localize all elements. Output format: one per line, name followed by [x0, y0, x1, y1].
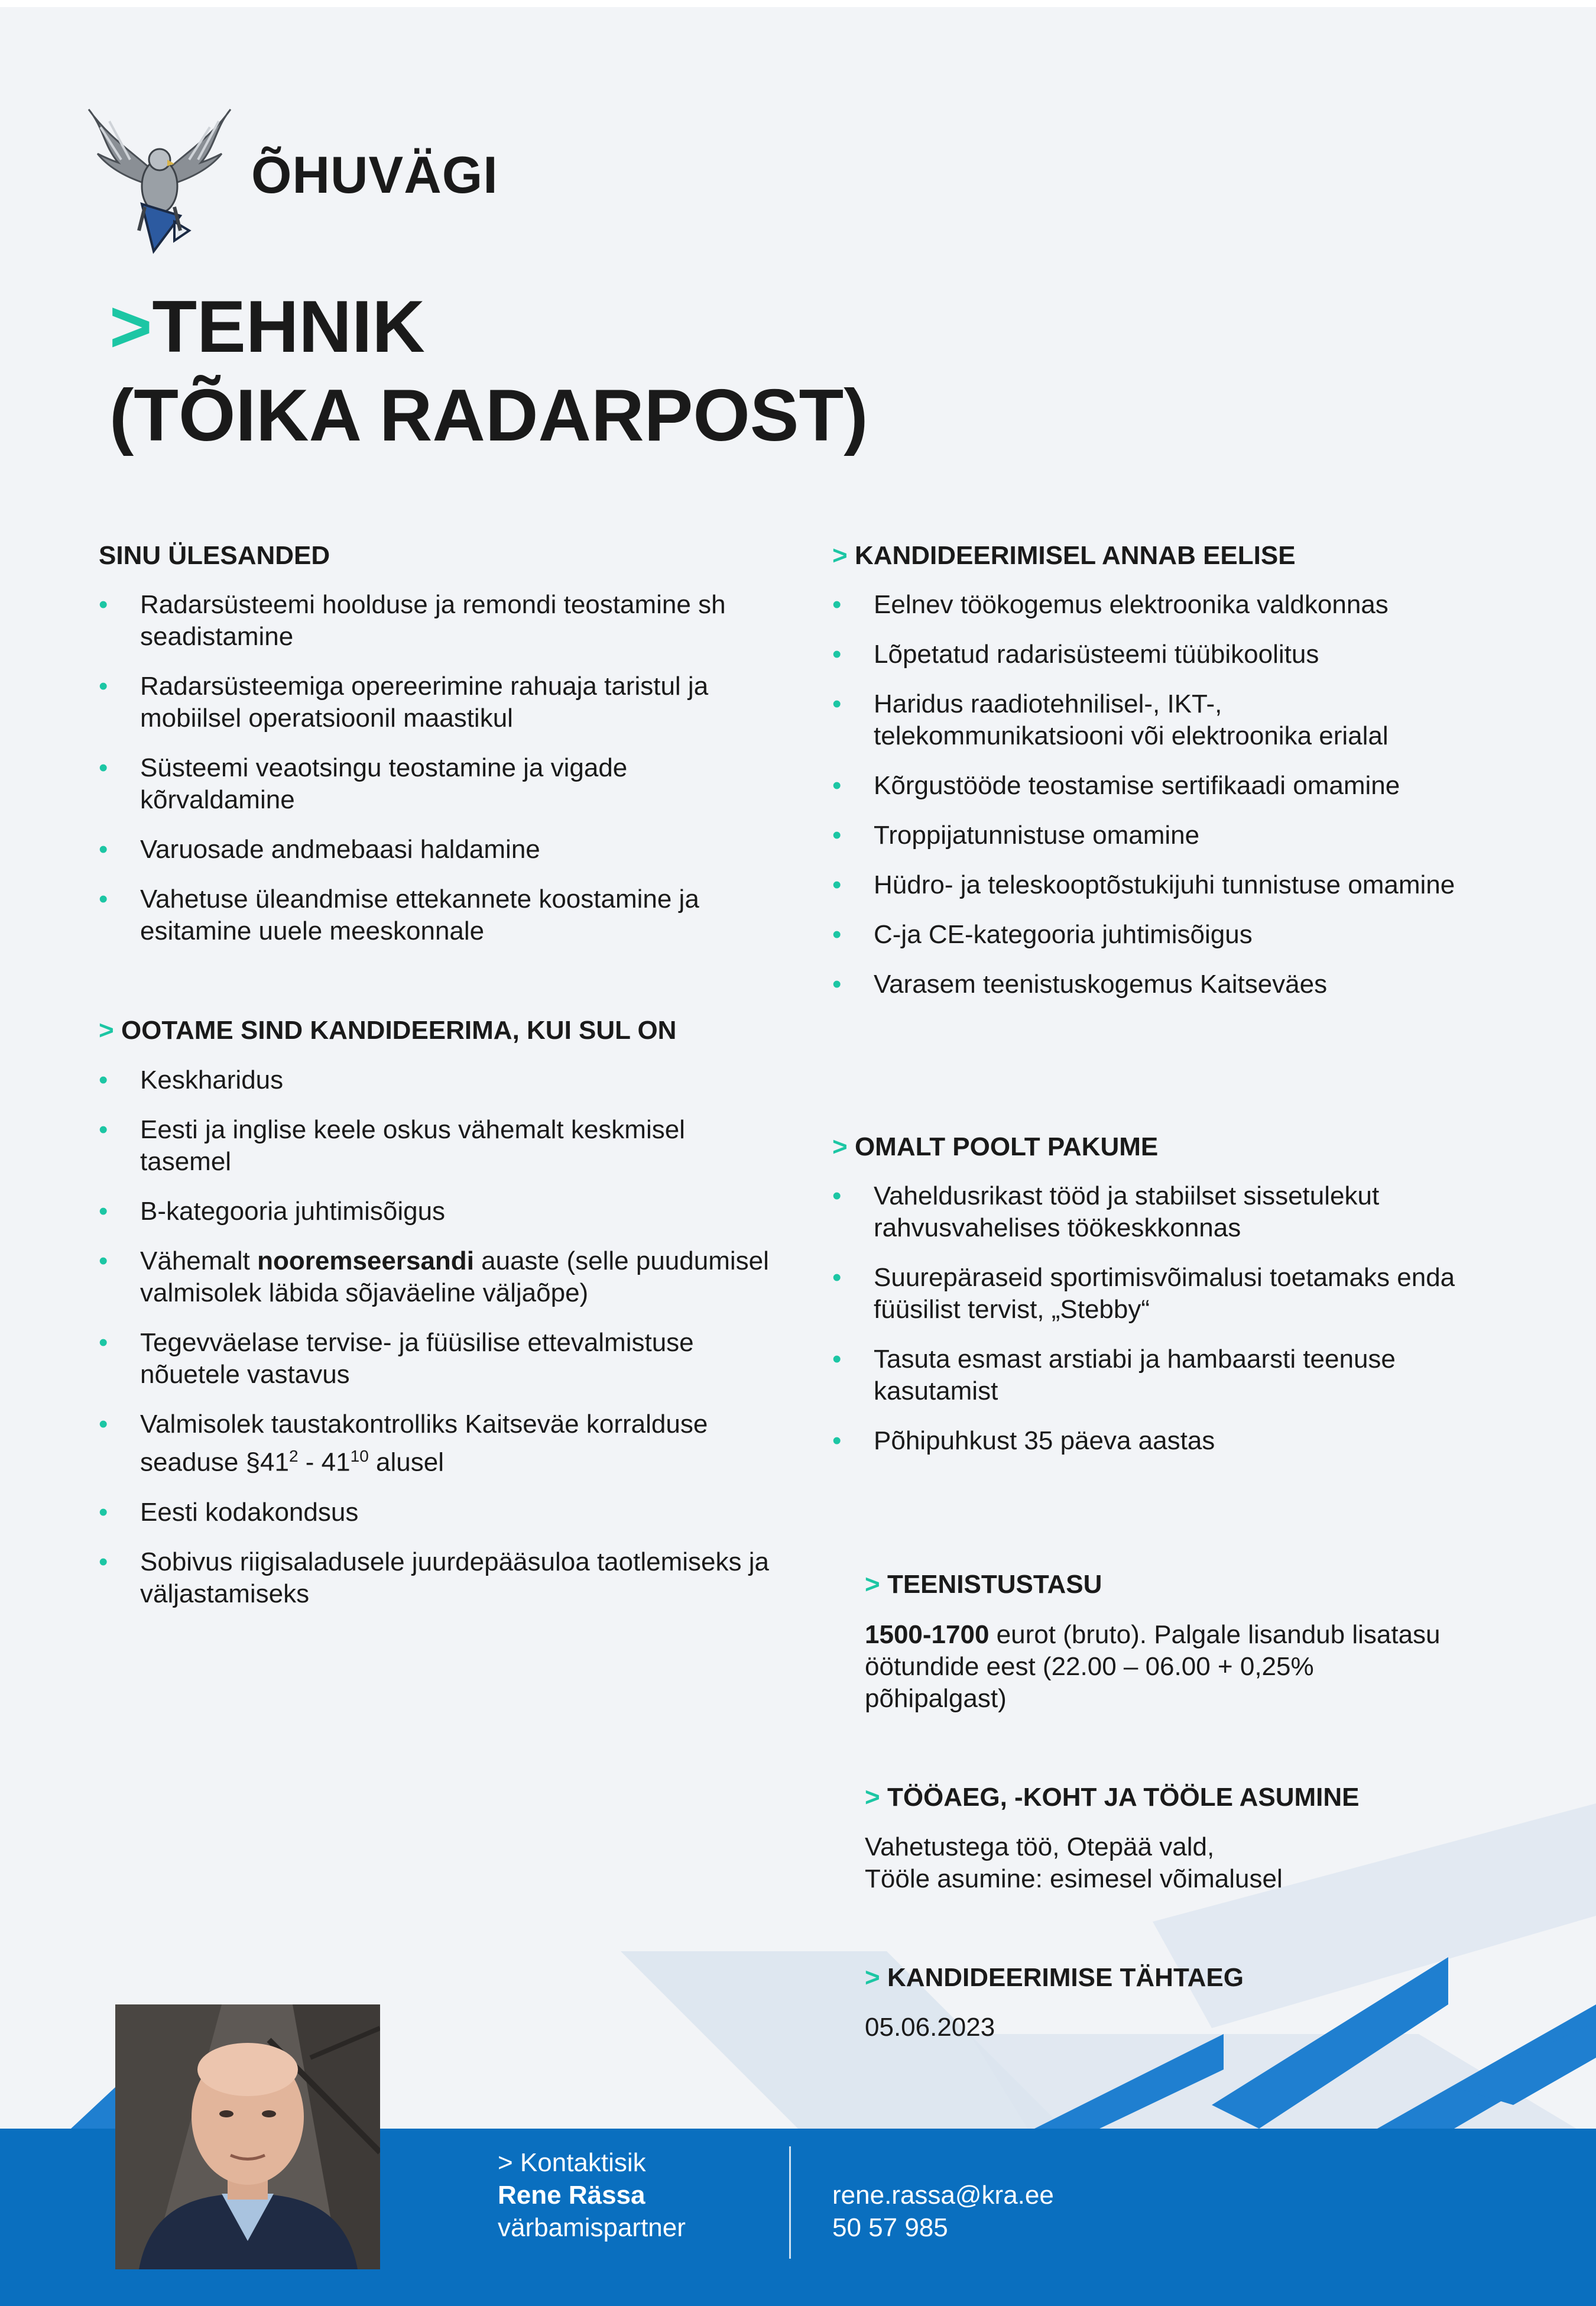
list-item	[832, 1180, 1459, 1244]
rank-text-pre: Vähemalt	[140, 1246, 258, 1275]
list-item	[832, 770, 1459, 802]
deadline-heading-text: KANDIDEERIMISE TÄHTAEG	[887, 1963, 1244, 1992]
law-text-post: alusel	[368, 1447, 444, 1477]
list-item	[99, 1196, 773, 1228]
bullet-icon: •	[99, 1497, 108, 1527]
list-item	[832, 1343, 1459, 1407]
tasks-list	[99, 589, 773, 965]
list-item	[99, 671, 773, 734]
heading-arrow: >	[865, 1963, 880, 1992]
contact-email[interactable]: rene.rassa@kra.ee	[832, 2181, 1054, 2210]
salary-text	[865, 1619, 1456, 1715]
worktime-heading	[865, 1783, 1359, 1812]
list-item	[99, 1114, 773, 1178]
contact-role: värbamispartner	[498, 2213, 686, 2242]
list-item-text: Eesti ja inglise keele oskus vähemalt keskmisel tasemel	[140, 1115, 685, 1176]
worktime-heading-text: TÖÖAEG, -KOHT JA TÖÖLE ASUMINE	[887, 1783, 1360, 1812]
bullet-icon: •	[99, 885, 108, 914]
list-item-text: C-ja CE-kategooria juhtimisõigus	[874, 920, 1253, 949]
list-item-text: Suurepäraseid sportimisvõimalusi toetamaks enda füüsilist tervist, „Stebby“	[874, 1263, 1455, 1324]
bullet-icon: •	[99, 590, 108, 619]
salary-description: eurot (bruto). Palgale lisandub lisatasu öötundide eest (22.00 – 06.00 + 0,25% põhipalgast)	[865, 1620, 1441, 1713]
page-title	[109, 283, 868, 460]
law-superscript-1: 2	[289, 1447, 299, 1465]
contact-name: Rene Rässa	[498, 2181, 645, 2210]
bullet-icon: •	[832, 870, 842, 899]
list-item-text: Sobivus riigisaladusele juurdepääsuloa taotlemiseks ja väljastamiseks	[140, 1547, 769, 1608]
list-item-text: Hüdro- ja teleskooptõstukijuhi tunnistuse omamine	[874, 870, 1455, 899]
worktime-line-2: Tööle asumine: esimesel võimalusel	[865, 1864, 1283, 1893]
list-item-text: Eelnev töökogemus elektroonika valdkonnas	[874, 590, 1389, 619]
requirements-heading-text: OOTAME SIND KANDIDEERIMA, KUI SUL ON	[121, 1016, 677, 1045]
list-item	[99, 834, 773, 866]
offers-heading	[832, 1132, 1158, 1162]
list-item	[99, 1245, 773, 1309]
heading-arrow: >	[865, 1783, 880, 1812]
bullet-icon: •	[832, 1345, 842, 1374]
deadline-date: 05.06.2023	[865, 2013, 995, 2042]
bullet-icon: •	[832, 821, 842, 850]
deadline-heading	[865, 1963, 1244, 1993]
heading-arrow: >	[832, 541, 848, 570]
title-line-1: TEHNIK	[152, 286, 425, 368]
list-item-text: Varasem teenistuskogemus Kaitseväes	[874, 970, 1328, 999]
bullet-icon: •	[832, 920, 842, 949]
worktime-text	[865, 1831, 1456, 1895]
bullet-icon: •	[99, 672, 108, 701]
requirements-heading	[99, 1016, 676, 1045]
advantages-heading	[832, 541, 1296, 571]
law-superscript-2: 10	[350, 1447, 369, 1465]
tasks-heading-text: SINU ÜLESANDED	[99, 541, 330, 570]
heading-arrow: >	[99, 1016, 114, 1045]
heading-arrow: >	[865, 1570, 880, 1599]
list-item	[832, 1262, 1459, 1326]
bullet-icon: •	[832, 1426, 842, 1455]
list-item	[832, 1425, 1459, 1457]
law-text-pre: Valmisolek taustakontrolliks Kaitseväe korralduse seaduse §41	[140, 1410, 708, 1477]
bullet-icon: •	[832, 1181, 842, 1210]
bullet-icon: •	[99, 1065, 108, 1094]
contact-photo	[115, 2004, 380, 2269]
tasks-heading	[99, 541, 330, 571]
list-item	[99, 752, 773, 816]
bullet-icon: •	[99, 753, 108, 782]
list-item-text: Haridus raadiotehnilisel-, IKT-, telekommunikatsiooni või elektroonika erialal	[874, 689, 1389, 750]
worktime-line-1: Vahetustega töö, Otepää vald,	[865, 1832, 1215, 1861]
eagle-emblem-icon	[86, 103, 233, 257]
salary-amount: 1500-1700	[865, 1620, 990, 1649]
list-item	[832, 969, 1459, 1000]
bullet-icon: •	[832, 640, 842, 669]
bullet-icon: •	[832, 1263, 842, 1292]
bullet-icon: •	[832, 970, 842, 999]
list-item-text: Radarsüsteemi hoolduse ja remondi teostamine sh seadistamine	[140, 590, 726, 651]
contact-label: > Kontaktisik	[498, 2148, 646, 2177]
rank-bold: nooremseersandi	[257, 1246, 474, 1275]
bullet-icon: •	[99, 1328, 108, 1357]
list-item	[99, 1327, 773, 1391]
advantages-list	[832, 589, 1459, 1018]
offers-list	[832, 1180, 1459, 1475]
advantages-heading-text: KANDIDEERIMISEL ANNAB EELISE	[854, 541, 1296, 570]
list-item-text: Süsteemi veaotsingu teostamine ja vigade kõrvaldamine	[140, 753, 628, 814]
title-line-2: (TÕIKA RADARPOST)	[109, 375, 868, 456]
salary-heading	[865, 1570, 1102, 1599]
offers-heading-text: OMALT POOLT PAKUME	[854, 1132, 1159, 1161]
salary-heading-text: TEENISTUSTASU	[887, 1570, 1102, 1599]
list-item	[832, 589, 1459, 621]
list-item-text: Eesti kodakondsus	[140, 1497, 359, 1527]
contact-phone[interactable]: 50 57 985	[832, 2213, 948, 2242]
list-item-text: Keskharidus	[140, 1065, 284, 1094]
bullet-icon: •	[832, 590, 842, 619]
list-item	[832, 869, 1459, 901]
list-item	[832, 639, 1459, 671]
list-item-text: Lõpetatud radarisüsteemi tüübikoolitus	[874, 640, 1319, 669]
title-arrow: >	[109, 286, 153, 368]
list-item	[99, 1408, 773, 1479]
list-item	[832, 688, 1459, 752]
bullet-icon: •	[832, 689, 842, 718]
list-item-text: Radarsüsteemiga opereerimine rahuaja taristul ja mobiilsel operatsioonil maastikul	[140, 672, 709, 733]
brand-name: ÕHUVÄGI	[251, 145, 498, 204]
list-item	[99, 1497, 773, 1528]
list-item-text: Põhipuhkust 35 päeva aastas	[874, 1426, 1215, 1455]
contact-details	[832, 2179, 1054, 2244]
bullet-icon: •	[99, 1547, 108, 1576]
list-item	[99, 883, 773, 947]
heading-arrow: >	[832, 1132, 848, 1161]
bullet-icon: •	[99, 1197, 108, 1226]
list-item	[99, 589, 773, 653]
list-item-text: Vaheldusrikast tööd ja stabiilset sissetulekut rahvusvahelises töökeskkonnas	[874, 1181, 1380, 1242]
bullet-icon: •	[99, 835, 108, 864]
list-item	[99, 1546, 773, 1610]
law-text-mid: - 41	[298, 1447, 351, 1477]
bullet-icon: •	[99, 1410, 108, 1439]
contact-block	[498, 2146, 686, 2244]
list-item-text: Tegevväelase tervise- ja füüsilise ettevalmistuse nõuetele vastavus	[140, 1328, 694, 1389]
rank-text-post: auaste (selle puudumisel valmisolek läbida sõjaväeline väljaõpe)	[140, 1246, 769, 1307]
list-item	[99, 1064, 773, 1096]
bullet-icon: •	[832, 771, 842, 800]
list-item	[832, 919, 1459, 951]
list-item-text: Tasuta esmast arstiabi ja hambaarsti teenuse kasutamist	[874, 1345, 1396, 1405]
list-item-text: Vahetuse üleandmise ettekannete koostamine ja esitamine uuele meeskonnale	[140, 885, 699, 945]
list-item-text: Varuosade andmebaasi haldamine	[140, 835, 540, 864]
list-item-text: B-kategooria juhtimisõigus	[140, 1197, 446, 1226]
footer-divider	[789, 2146, 791, 2259]
list-item-text: Kõrgustööde teostamise sertifikaadi omamine	[874, 771, 1400, 800]
requirements-list	[99, 1064, 773, 1628]
bullet-icon: •	[99, 1115, 108, 1144]
list-item	[832, 820, 1459, 851]
list-item-text: Troppijatunnistuse omamine	[874, 821, 1200, 850]
bullet-icon: •	[99, 1246, 108, 1275]
